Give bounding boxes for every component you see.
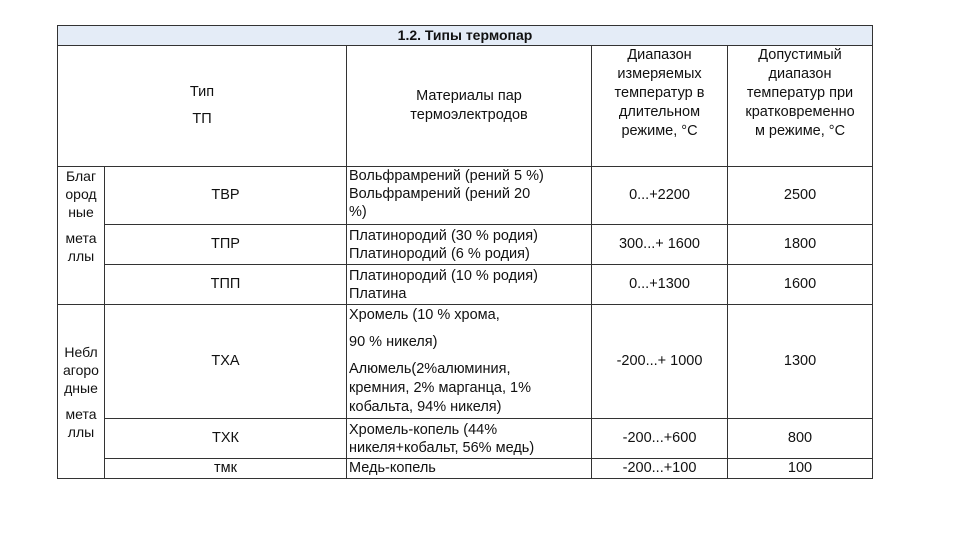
- table-row: [58, 225, 873, 265]
- header-range-short-line: температур при: [746, 85, 854, 101]
- row-materials: [347, 305, 592, 419]
- header-range-long-line: температур в: [614, 85, 705, 101]
- table-row: [58, 305, 873, 419]
- header-type-line1: Тип: [189, 84, 215, 100]
- row-range-long: -200...+ 1000: [592, 305, 728, 419]
- row-range-long: -200...+100: [592, 459, 728, 479]
- header-range-long: [592, 46, 728, 167]
- row-range-long: 0...+1300: [592, 265, 728, 305]
- materials-line: Вольфрамрений (рений 20: [349, 186, 531, 202]
- category-line: ллы: [67, 248, 95, 264]
- header-type-line2: ТП: [192, 111, 212, 127]
- row-code: ТПП: [105, 265, 347, 305]
- materials-line: Вольфрамрений (рений 5 %): [349, 168, 544, 184]
- category-noble-metals: [58, 167, 105, 305]
- category-line: ллы: [67, 423, 95, 440]
- materials-line: Платинородий (10 % родия): [349, 267, 538, 284]
- header-range-long-line: режиме, °С: [621, 123, 698, 139]
- row-materials: [347, 419, 592, 459]
- materials-line: кобальта, 94% никеля): [349, 399, 502, 415]
- materials-line: Хромель-копель (44%: [349, 421, 498, 438]
- materials-line: Хромель (10 % хрома,: [349, 307, 500, 323]
- header-materials: [347, 46, 592, 167]
- row-code: ТХА: [105, 305, 347, 419]
- category-line: ород: [65, 186, 97, 202]
- table-row: [58, 459, 873, 479]
- row-materials: [347, 167, 592, 225]
- row-code: ТВР: [105, 167, 347, 225]
- materials-line: Платинородий (6 % родия): [349, 245, 530, 262]
- header-range-short-line: Допустимый: [758, 47, 842, 63]
- materials-line: 90 % никеля): [349, 334, 438, 350]
- header-range-short-line: кратковременно: [745, 104, 855, 120]
- row-range-short: 2500: [728, 167, 873, 225]
- row-code: ТХК: [105, 419, 347, 459]
- row-range-long: -200...+600: [592, 419, 728, 459]
- row-materials: [347, 265, 592, 305]
- table-row: [58, 167, 873, 225]
- row-code: ТПР: [105, 225, 347, 265]
- row-range-long: 0...+2200: [592, 167, 728, 225]
- category-base-metals: [58, 305, 105, 479]
- header-row: [58, 46, 873, 167]
- materials-line: Платинородий (30 % родия): [349, 227, 538, 244]
- materials-block: [349, 360, 589, 417]
- materials-line: Платина: [349, 285, 407, 302]
- row-range-long: 300...+ 1600: [592, 225, 728, 265]
- header-materials-line2: термоэлектродов: [410, 107, 528, 123]
- materials-line: Алюмель(2%алюминия,: [349, 361, 511, 377]
- header-range-short-line: диапазон: [768, 66, 832, 82]
- row-code: тмк: [105, 459, 347, 479]
- materials-line: никеля+кобальт, 56% медь): [349, 439, 535, 456]
- row-range-short: 1800: [728, 225, 873, 265]
- table-row: [58, 265, 873, 305]
- table-title-row: [58, 26, 873, 46]
- header-range-long-line: Диапазон: [627, 47, 692, 63]
- materials-line: кремния, 2% марганца, 1%: [349, 380, 531, 396]
- category-line: мета: [65, 230, 97, 246]
- row-materials: [347, 225, 592, 265]
- header-materials-line1: Материалы пар: [416, 88, 522, 104]
- category-line: агоро: [63, 361, 99, 378]
- row-range-short: 800: [728, 419, 873, 459]
- materials-line: %): [349, 204, 367, 220]
- row-range-short: 1600: [728, 265, 873, 305]
- header-range-long-line: измеряемых: [617, 66, 702, 82]
- category-line: ные: [68, 204, 94, 220]
- row-materials: Медь-копель: [347, 459, 592, 479]
- table-title: 1.2. Типы термопар: [58, 26, 873, 46]
- category-line: Небл: [64, 343, 98, 360]
- header-range-long-line: длительном: [618, 104, 701, 120]
- header-type: [58, 46, 347, 167]
- table-row: [58, 419, 873, 459]
- header-range-short: [728, 46, 873, 167]
- category-line: мета: [65, 405, 97, 422]
- category-line: дные: [64, 379, 98, 396]
- row-range-short: 100: [728, 459, 873, 479]
- row-range-short: 1300: [728, 305, 873, 419]
- category-line: Благ: [65, 168, 97, 184]
- header-range-short-line: м режиме, °С: [754, 123, 846, 139]
- thermocouple-types-table: [57, 25, 873, 479]
